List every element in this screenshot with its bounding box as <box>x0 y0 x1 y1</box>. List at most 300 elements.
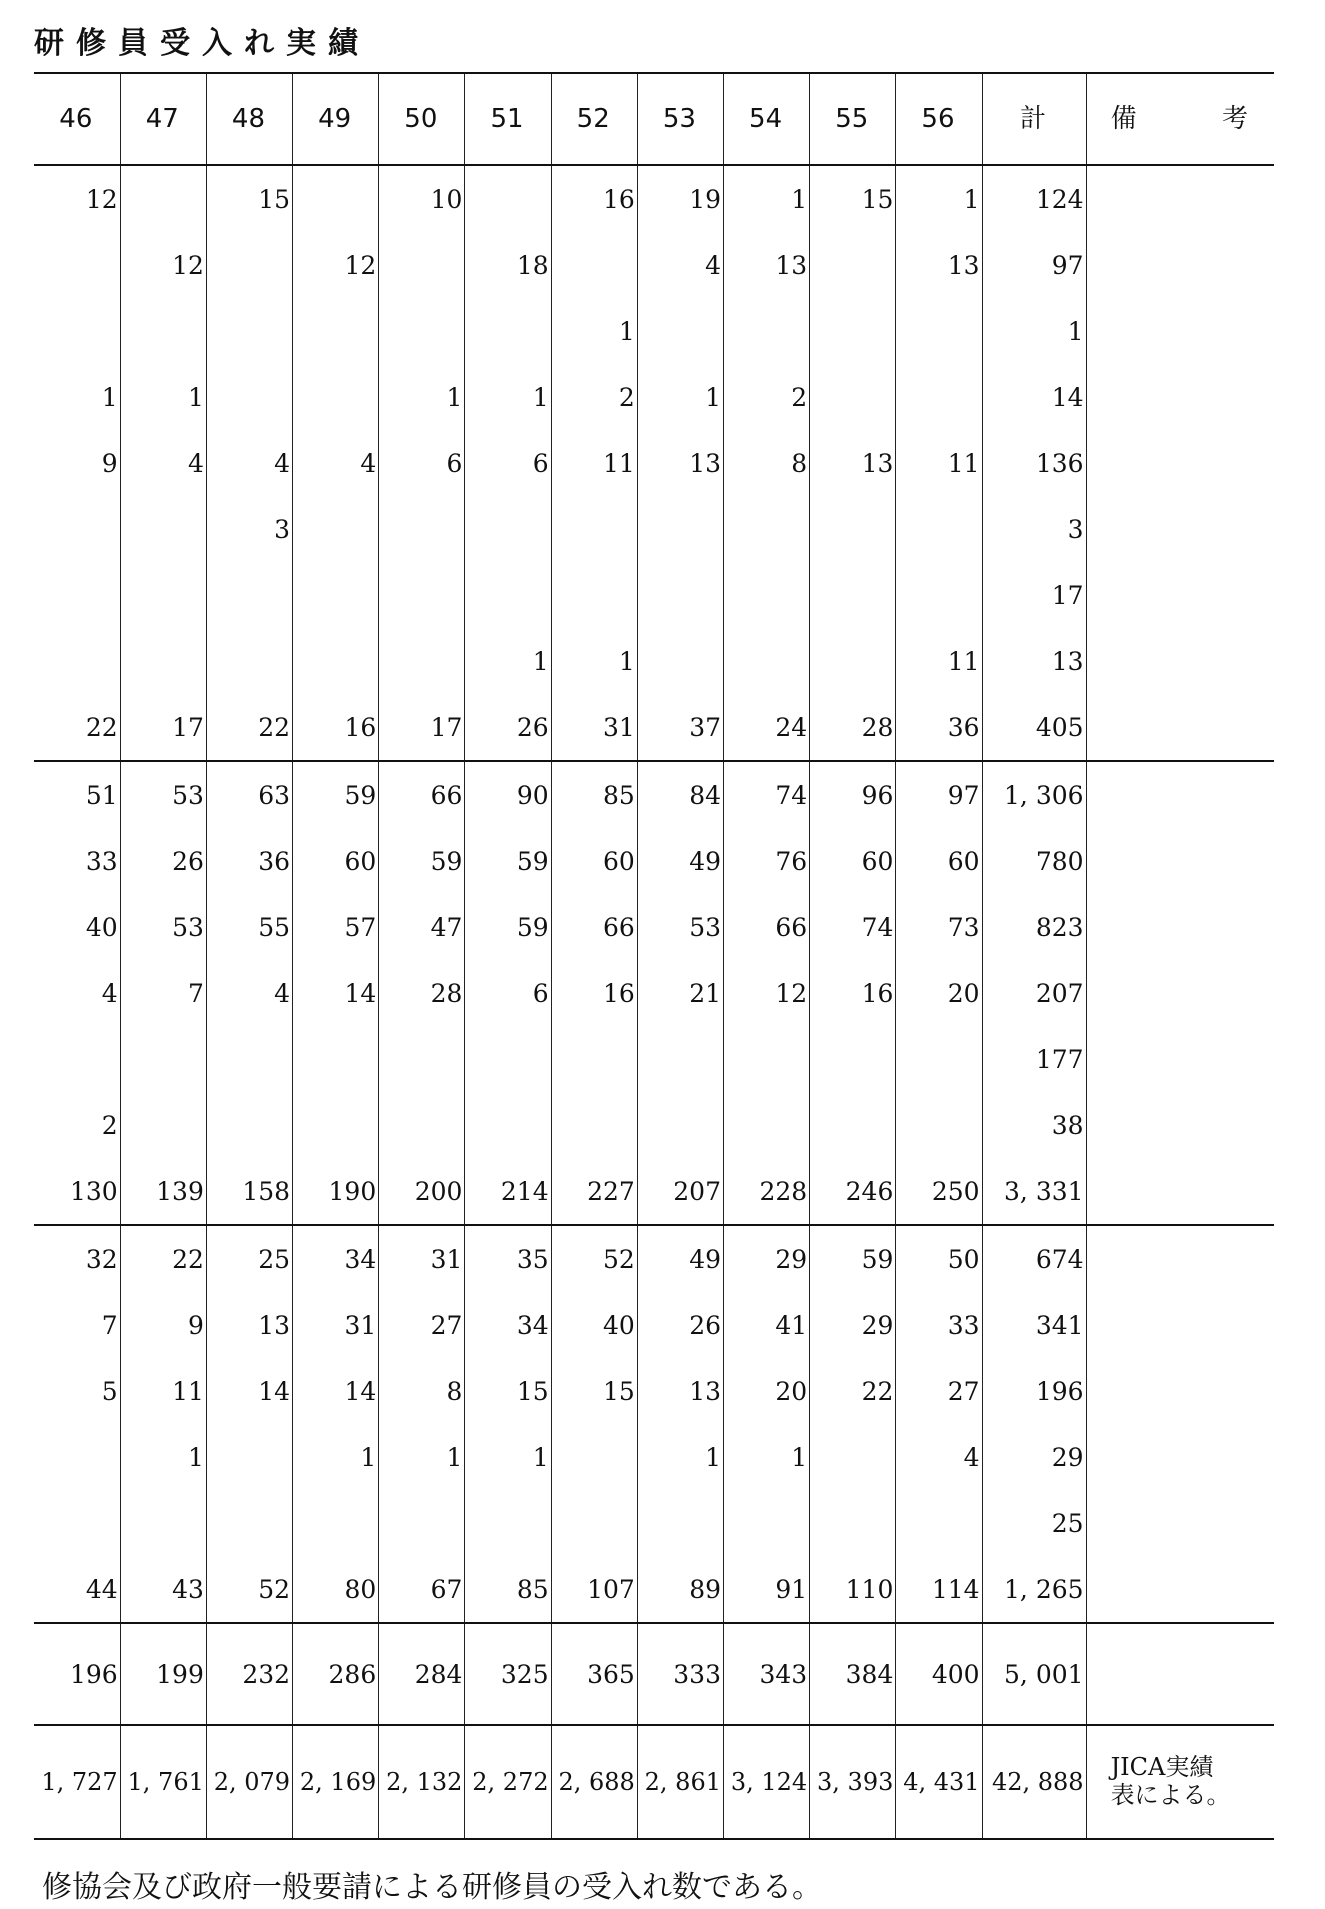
year-cell: 6 <box>379 430 465 496</box>
year-cell <box>34 1424 120 1490</box>
year-cell: 74 <box>724 761 810 828</box>
year-cell: 1 <box>637 1424 723 1490</box>
remarks-line-1: JICA実績 <box>1110 1753 1214 1782</box>
year-cell: 1 <box>551 628 637 694</box>
year-cell <box>34 298 120 364</box>
year-cell: 41 <box>724 1292 810 1358</box>
year-cell <box>551 232 637 298</box>
remarks-cell <box>1086 1725 1274 1839</box>
year-cell: 59 <box>293 761 379 828</box>
year-cell: 26 <box>637 1292 723 1358</box>
remarks-cell <box>1086 960 1274 1026</box>
total-cell: 5, 001 <box>982 1623 1086 1725</box>
remarks-cell <box>1086 232 1274 298</box>
year-cell: 13 <box>637 430 723 496</box>
year-cell: 17 <box>120 694 206 761</box>
year-cell <box>120 1490 206 1556</box>
year-cell: 27 <box>379 1292 465 1358</box>
year-cell <box>293 1490 379 1556</box>
year-cell: 97 <box>896 761 982 828</box>
year-cell <box>379 628 465 694</box>
year-cell: 22 <box>34 694 120 761</box>
year-cell: 20 <box>896 960 982 1026</box>
table-row <box>34 1225 1274 1292</box>
year-cell: 25 <box>206 1225 292 1292</box>
year-cell <box>206 364 292 430</box>
year-cell: 36 <box>206 828 292 894</box>
year-cell <box>465 496 551 562</box>
year-cell: 19 <box>637 165 723 232</box>
year-cell: 17 <box>379 694 465 761</box>
table-row <box>34 1623 1274 1725</box>
year-cell: 55 <box>206 894 292 960</box>
year-cell: 13 <box>810 430 896 496</box>
total-cell: 29 <box>982 1424 1086 1490</box>
remarks-line-2: 表による。 <box>1110 1781 1231 1809</box>
year-cell <box>293 496 379 562</box>
year-header: 47 <box>120 73 206 165</box>
year-cell: 91 <box>724 1556 810 1623</box>
total-cell: 196 <box>982 1358 1086 1424</box>
year-cell: 4, 431 <box>896 1725 982 1839</box>
year-header: 49 <box>293 73 379 165</box>
year-cell: 2 <box>101 1110 118 1140</box>
year-cell: 66 <box>379 761 465 828</box>
year-cell: 130 <box>34 1158 120 1225</box>
year-cell: 14 <box>293 960 379 1026</box>
year-cell: 13 <box>724 232 810 298</box>
remarks-cell <box>1086 496 1274 562</box>
year-cell: 60 <box>810 828 896 894</box>
year-cell: 85 <box>465 1556 551 1623</box>
year-cell: 90 <box>465 761 551 828</box>
year-cell <box>724 1026 810 1092</box>
year-cell <box>551 1092 637 1158</box>
year-cell: 16 <box>551 960 637 1026</box>
table-row <box>34 496 1274 562</box>
year-cell <box>379 298 465 364</box>
year-cell: 6 <box>465 430 551 496</box>
year-cell: 2, 861 <box>637 1725 723 1839</box>
year-cell: 158 <box>206 1158 292 1225</box>
year-cell: 33 <box>896 1292 982 1358</box>
year-cell <box>120 496 206 562</box>
year-cell: 5 <box>101 1376 118 1406</box>
year-cell <box>206 1424 292 1490</box>
year-cell: 343 <box>724 1623 810 1725</box>
remarks-cell <box>1086 894 1274 960</box>
year-cell <box>206 628 292 694</box>
year-cell: 29 <box>810 1292 896 1358</box>
year-cell <box>724 1092 810 1158</box>
year-cell: 1 <box>551 298 637 364</box>
year-cell <box>551 562 637 628</box>
year-header: 55 <box>810 73 896 165</box>
year-cell <box>896 562 982 628</box>
year-cell: 1 <box>465 628 551 694</box>
year-cell: 43 <box>120 1556 206 1623</box>
year-cell: 85 <box>551 761 637 828</box>
year-cell: 74 <box>810 894 896 960</box>
remarks-cell <box>1086 165 1274 232</box>
year-cell: 7 <box>101 1310 118 1340</box>
year-cell <box>34 232 120 298</box>
year-cell <box>637 1026 723 1092</box>
year-cell: 2, 169 <box>293 1725 379 1839</box>
year-cell: 16 <box>551 165 637 232</box>
remarks-cell <box>1086 1623 1274 1725</box>
total-cell: 207 <box>982 960 1086 1026</box>
year-cell <box>379 1092 465 1158</box>
table-body <box>34 165 1274 1839</box>
year-cell <box>34 562 120 628</box>
year-cell <box>896 1092 982 1158</box>
year-cell <box>379 1026 465 1092</box>
total-cell: 405 <box>982 694 1086 761</box>
year-cell <box>810 1490 896 1556</box>
year-header: 48 <box>206 73 292 165</box>
year-cell: 63 <box>206 761 292 828</box>
year-cell: 15 <box>810 165 896 232</box>
year-cell: 1 <box>637 364 723 430</box>
year-cell: 35 <box>465 1225 551 1292</box>
year-cell: 53 <box>120 894 206 960</box>
year-cell: 2, 688 <box>551 1725 637 1839</box>
year-cell: 47 <box>379 894 465 960</box>
year-cell <box>810 496 896 562</box>
year-header: 46 <box>59 104 93 134</box>
table-row <box>34 694 1274 761</box>
year-cell: 228 <box>724 1158 810 1225</box>
year-cell: 12 <box>293 232 379 298</box>
total-cell: 14 <box>982 364 1086 430</box>
total-header: 計 <box>982 73 1086 165</box>
table-row <box>34 628 1274 694</box>
year-cell: 333 <box>637 1623 723 1725</box>
year-cell <box>465 562 551 628</box>
year-cell: 31 <box>551 694 637 761</box>
year-cell <box>810 298 896 364</box>
table-row <box>34 1556 1274 1623</box>
year-cell: 227 <box>551 1158 637 1225</box>
year-cell <box>379 232 465 298</box>
year-cell <box>34 496 120 562</box>
year-cell <box>465 1092 551 1158</box>
remarks-cell <box>1086 1556 1274 1623</box>
year-cell <box>551 1424 637 1490</box>
year-cell: 21 <box>637 960 723 1026</box>
header-row <box>34 73 1274 165</box>
year-cell: 22 <box>206 694 292 761</box>
remarks-cell <box>1086 1490 1274 1556</box>
year-cell: 34 <box>293 1225 379 1292</box>
year-header: 56 <box>896 73 982 165</box>
table-row <box>34 364 1274 430</box>
year-cell: 9 <box>120 1292 206 1358</box>
remarks-cell <box>1086 694 1274 761</box>
year-cell <box>810 562 896 628</box>
table-row <box>34 1092 1274 1158</box>
table-row <box>34 298 1274 364</box>
year-cell <box>896 1490 982 1556</box>
year-cell: 40 <box>551 1292 637 1358</box>
year-cell: 1 <box>379 364 465 430</box>
year-cell: 1 <box>101 382 118 412</box>
year-header: 54 <box>724 73 810 165</box>
year-cell <box>379 1490 465 1556</box>
total-cell: 38 <box>982 1092 1086 1158</box>
year-cell: 66 <box>724 894 810 960</box>
year-cell <box>551 1026 637 1092</box>
year-cell: 12 <box>85 184 118 214</box>
year-cell: 22 <box>120 1225 206 1292</box>
table-row <box>34 1358 1274 1424</box>
year-cell <box>120 1026 206 1092</box>
year-cell <box>379 562 465 628</box>
remarks-cell <box>1086 430 1274 496</box>
year-cell <box>34 1490 120 1556</box>
year-cell: 10 <box>379 165 465 232</box>
year-cell <box>465 1026 551 1092</box>
year-cell <box>465 298 551 364</box>
year-cell <box>637 562 723 628</box>
year-cell: 8 <box>379 1358 465 1424</box>
year-cell: 196 <box>34 1623 120 1725</box>
year-cell: 53 <box>637 894 723 960</box>
remarks-cell <box>1086 1358 1274 1424</box>
remarks-cell <box>1086 298 1274 364</box>
year-cell <box>810 1424 896 1490</box>
year-cell: 11 <box>896 430 982 496</box>
year-cell: 18 <box>465 232 551 298</box>
year-cell: 1 <box>120 364 206 430</box>
year-cell: 4 <box>637 232 723 298</box>
year-cell <box>896 298 982 364</box>
year-cell: 59 <box>810 1225 896 1292</box>
year-cell: 2, 272 <box>465 1725 551 1839</box>
year-cell <box>206 562 292 628</box>
year-cell <box>120 298 206 364</box>
year-cell <box>724 562 810 628</box>
total-cell: 17 <box>982 562 1086 628</box>
remarks-cell <box>1086 628 1274 694</box>
total-cell: 823 <box>982 894 1086 960</box>
year-cell: 16 <box>293 694 379 761</box>
year-cell: 15 <box>551 1358 637 1424</box>
year-cell <box>637 1490 723 1556</box>
year-cell: 34 <box>465 1292 551 1358</box>
year-cell: 199 <box>120 1623 206 1725</box>
year-cell <box>293 298 379 364</box>
year-cell: 214 <box>465 1158 551 1225</box>
year-cell <box>293 1092 379 1158</box>
year-cell <box>206 1092 292 1158</box>
year-cell: 15 <box>206 165 292 232</box>
year-cell: 13 <box>896 232 982 298</box>
year-cell: 12 <box>724 960 810 1026</box>
year-cell: 1 <box>896 165 982 232</box>
year-cell: 1 <box>379 1424 465 1490</box>
year-cell: 31 <box>379 1225 465 1292</box>
year-cell: 2 <box>724 364 810 430</box>
remarks-cell <box>1086 1026 1274 1092</box>
year-cell: 20 <box>724 1358 810 1424</box>
year-cell: 11 <box>120 1358 206 1424</box>
remarks-cell <box>1086 1424 1274 1490</box>
table-row <box>34 562 1274 628</box>
year-cell: 1 <box>724 165 810 232</box>
year-cell: 110 <box>810 1556 896 1623</box>
year-cell: 49 <box>637 1225 723 1292</box>
year-header: 50 <box>379 73 465 165</box>
year-cell: 190 <box>293 1158 379 1225</box>
remarks-header <box>1086 73 1274 165</box>
year-cell: 28 <box>379 960 465 1026</box>
total-cell: 1, 265 <box>982 1556 1086 1623</box>
year-cell: 59 <box>379 828 465 894</box>
year-cell: 384 <box>810 1623 896 1725</box>
remarks-header-char-2: 考 <box>1222 104 1249 134</box>
total-cell: 124 <box>982 165 1086 232</box>
table-row <box>34 1424 1274 1490</box>
total-cell: 3, 331 <box>982 1158 1086 1225</box>
year-cell <box>637 1092 723 1158</box>
year-cell <box>810 1092 896 1158</box>
year-cell <box>637 628 723 694</box>
year-cell: 8 <box>724 430 810 496</box>
year-cell <box>465 1490 551 1556</box>
year-cell <box>206 1490 292 1556</box>
year-cell <box>34 1026 120 1092</box>
year-cell: 11 <box>551 430 637 496</box>
year-cell: 284 <box>379 1623 465 1725</box>
year-cell: 9 <box>101 448 118 478</box>
year-cell <box>810 364 896 430</box>
year-cell: 44 <box>34 1556 120 1623</box>
year-cell <box>724 1490 810 1556</box>
year-cell: 59 <box>465 894 551 960</box>
year-cell <box>896 496 982 562</box>
year-cell <box>896 364 982 430</box>
year-cell: 4 <box>120 430 206 496</box>
year-cell <box>206 1026 292 1092</box>
year-cell: 1 <box>465 1424 551 1490</box>
total-cell: 13 <box>982 628 1086 694</box>
remarks-cell <box>1086 1292 1274 1358</box>
year-cell: 400 <box>896 1623 982 1725</box>
year-cell: 2 <box>551 364 637 430</box>
year-cell <box>293 562 379 628</box>
year-cell: 14 <box>293 1358 379 1424</box>
year-cell: 26 <box>120 828 206 894</box>
year-cell: 3, 393 <box>810 1725 896 1839</box>
table-row <box>34 828 1274 894</box>
year-cell <box>206 298 292 364</box>
year-cell: 59 <box>465 828 551 894</box>
year-cell: 15 <box>465 1358 551 1424</box>
year-cell: 28 <box>810 694 896 761</box>
table-row <box>34 1725 1274 1839</box>
year-cell: 1, 727 <box>34 1725 120 1839</box>
footnote: 修協会及び政府一般要請による研修員の受入れ数である。 <box>42 1870 822 1905</box>
remarks-cell <box>1086 1158 1274 1225</box>
year-cell: 114 <box>896 1556 982 1623</box>
year-cell: 24 <box>724 694 810 761</box>
year-cell: 4 <box>206 430 292 496</box>
year-cell: 32 <box>85 1244 118 1274</box>
year-cell: 246 <box>810 1158 896 1225</box>
total-cell: 3 <box>982 496 1086 562</box>
table-row <box>34 165 1274 232</box>
year-cell <box>637 298 723 364</box>
year-cell: 37 <box>637 694 723 761</box>
year-cell <box>551 1490 637 1556</box>
year-cell <box>724 298 810 364</box>
year-cell <box>810 1026 896 1092</box>
year-cell: 11 <box>896 628 982 694</box>
year-cell <box>810 232 896 298</box>
year-cell: 250 <box>896 1158 982 1225</box>
trainee-table <box>34 72 1274 1840</box>
total-cell: 1 <box>982 298 1086 364</box>
year-cell: 200 <box>379 1158 465 1225</box>
year-cell <box>293 1026 379 1092</box>
year-cell: 4 <box>896 1424 982 1490</box>
year-cell: 4 <box>293 430 379 496</box>
year-cell: 1 <box>465 364 551 430</box>
year-cell <box>120 1092 206 1158</box>
year-cell: 107 <box>551 1556 637 1623</box>
year-cell: 84 <box>637 761 723 828</box>
year-cell: 14 <box>206 1358 292 1424</box>
year-cell: 52 <box>206 1556 292 1623</box>
table-row <box>34 894 1274 960</box>
year-cell: 12 <box>120 232 206 298</box>
year-cell <box>637 496 723 562</box>
year-cell: 51 <box>85 780 118 810</box>
year-header: 53 <box>637 73 723 165</box>
table-row <box>34 430 1274 496</box>
year-cell: 40 <box>85 912 118 942</box>
year-cell: 1 <box>724 1424 810 1490</box>
table-row <box>34 232 1274 298</box>
year-cell: 1 <box>120 1424 206 1490</box>
year-cell: 16 <box>810 960 896 1026</box>
year-cell <box>120 165 206 232</box>
year-cell <box>293 628 379 694</box>
year-cell: 36 <box>896 694 982 761</box>
year-cell: 33 <box>85 846 118 876</box>
year-cell: 1, 761 <box>120 1725 206 1839</box>
year-cell: 49 <box>637 828 723 894</box>
year-header: 52 <box>551 73 637 165</box>
year-cell: 60 <box>896 828 982 894</box>
year-cell <box>551 496 637 562</box>
year-header: 51 <box>465 73 551 165</box>
year-cell: 89 <box>637 1556 723 1623</box>
year-cell: 60 <box>293 828 379 894</box>
total-cell: 25 <box>982 1490 1086 1556</box>
year-cell: 365 <box>551 1623 637 1725</box>
year-cell <box>293 364 379 430</box>
total-cell: 97 <box>982 232 1086 298</box>
year-cell: 4 <box>206 960 292 1026</box>
year-cell: 286 <box>293 1623 379 1725</box>
year-cell <box>120 628 206 694</box>
year-cell: 53 <box>120 761 206 828</box>
year-cell <box>206 232 292 298</box>
total-cell: 674 <box>982 1225 1086 1292</box>
